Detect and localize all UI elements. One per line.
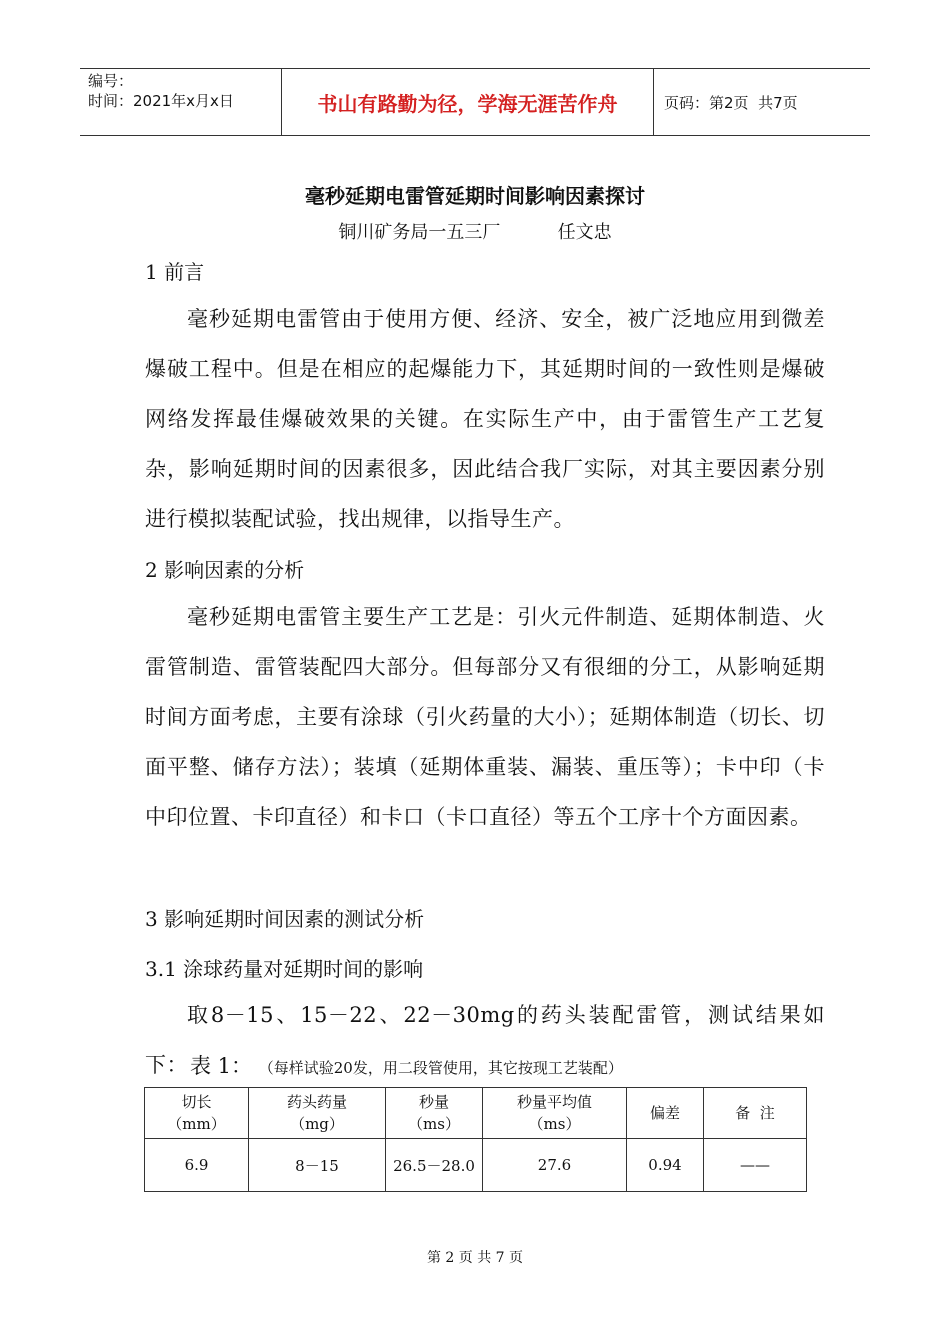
header-line1: 偏差: [649, 1104, 680, 1122]
table-header-cell: [145, 1088, 249, 1139]
header-line1: 药头药量: [286, 1093, 347, 1111]
table-cell-average: 27.6: [483, 1139, 627, 1192]
header-page-info: 页码：第2页 共7页: [664, 93, 798, 112]
table-header-cell: [704, 1088, 807, 1139]
section-2-paragraph: 毫秒延期电雷管主要生产工艺是：引火元件制造、延期体制造、火雷管制造、雷管装配四大部分。但每部分又有很细的分工，从影响延期时间方面考虑，主要有涂球（引火药量的大小）；延期体制造（切长、切面平整、储存方法）；装填（延期体重装、漏装、重压等）；卡中印（卡中印位置、卡印直径）和卡口（卡口直径）等五个工序十个方面因素。: [145, 605, 825, 829]
table-cell-seconds: 26.5－28.0: [386, 1139, 483, 1192]
section-1-paragraph: 毫秒延期电雷管由于使用方便、经济、安全，被广泛地应用到微差爆破工程中。但是在相应的起爆能力下，其延期时间的一致性则是爆破网络发挥最佳爆破效果的关键。在实际生产中，由于雷管生产工艺复杂，影响延期时间的因素很多，因此结合我厂实际，对其主要因素分别进行模拟装配试验，找出规律，以指导生产。: [145, 307, 825, 531]
header-line1: 秒量: [418, 1093, 449, 1111]
header-line2: （mg）: [290, 1115, 344, 1133]
section-2-heading: 2 影响因素的分析: [145, 558, 305, 582]
header-line1: 切长: [181, 1093, 212, 1111]
header-time-label: 时间：2021年x月x日: [88, 92, 234, 110]
table-header-cell: [249, 1088, 386, 1139]
header-motto: 书山有路勤为径，学海无涯苦作舟: [282, 69, 654, 135]
data-table: [144, 1087, 807, 1192]
table-cell-remark: ——: [704, 1139, 807, 1192]
table-header-row: [145, 1088, 807, 1139]
table-caption-label: 表 1：: [190, 1054, 253, 1078]
section-3-heading: 3 影响延期时间因素的测试分析: [145, 907, 425, 931]
table-cell-length: 6.9: [145, 1139, 249, 1192]
table-header-cell: [627, 1088, 704, 1139]
table-cell-deviation: 0.94: [627, 1139, 704, 1192]
section-1-body: [145, 294, 825, 544]
section-3-1-heading: 3.1 涂球药量对延期时间的影响: [145, 957, 424, 981]
section-1-heading: 1 前言: [145, 260, 205, 284]
table-row: [145, 1139, 807, 1192]
table-cell-dose: 8－15: [249, 1139, 386, 1192]
header-line1: 备 注: [735, 1104, 775, 1122]
section-2-body: [145, 592, 825, 842]
header-line2: （mm）: [167, 1115, 226, 1133]
article-author: 铜川矿务局一五三厂 任文忠: [338, 222, 612, 243]
page-footer: 第 2 页 共 7 页: [426, 1250, 524, 1266]
header-line1: 秒量平均值: [516, 1093, 592, 1111]
table-caption: [190, 1050, 623, 1080]
header-line2: （ms）: [528, 1115, 581, 1133]
header-meta: [80, 69, 282, 135]
table-header-cell: [483, 1088, 627, 1139]
header-line2: （ms）: [408, 1115, 460, 1133]
section-3-1-paragraph: 取8－15、15－22、22－30mg的药头装配雷管，测试结果如下：: [145, 1003, 825, 1077]
article-title: 毫秒延期电雷管延期时间影响因素探讨: [305, 184, 645, 208]
header-number-label: 编号：: [88, 72, 134, 90]
table-caption-note: （每样试验20发，用二段管使用，其它按现工艺装配）: [258, 1059, 623, 1077]
page-header: [80, 68, 870, 136]
table-header-cell: [386, 1088, 483, 1139]
